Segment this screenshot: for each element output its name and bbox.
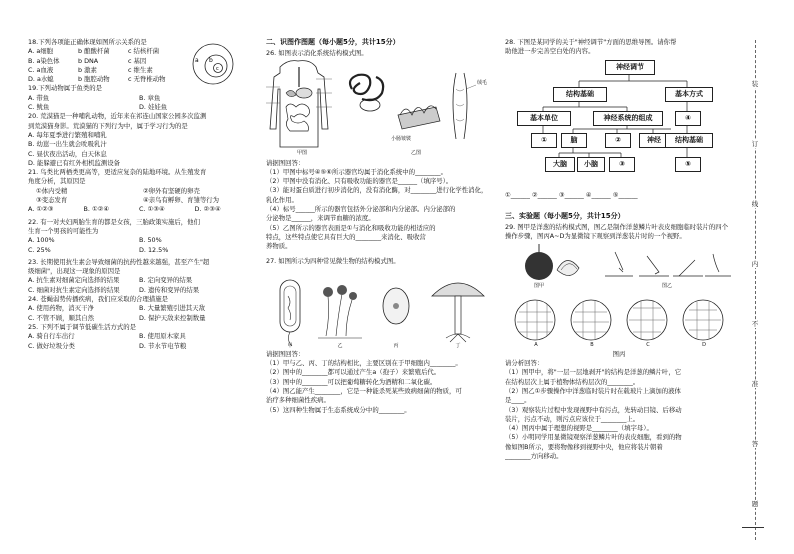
- intestine: [286, 104, 310, 131]
- view-label-c: C: [646, 341, 650, 348]
- microbes-figure: [266, 266, 494, 350]
- q25-option-b: B. 使用原木家具: [139, 332, 186, 341]
- q29-subquestion: 装片，污点不动，则污点应该位于________上。: [505, 414, 640, 423]
- q27-subquestion: （3）图中的________可以把葡萄糖转化为酒精和二氧化碳。: [266, 377, 437, 386]
- q18-stem: 18.下列各项能正确体现如图所示关系的是: [28, 38, 147, 46]
- bacterium-dna: [288, 296, 291, 320]
- q21-item-2: ②卵外有坚硬的卵壳: [143, 186, 200, 195]
- q18-a-2: b 酿酸杆菌: [78, 47, 110, 56]
- question-20: [28, 112, 250, 168]
- mushroom-stem: [455, 296, 461, 334]
- binding-dash: [755, 40, 756, 540]
- q24-option-d: D. 保护天敌来控制数量: [139, 313, 206, 322]
- q18-a-3: c 结核杆菌: [128, 47, 160, 56]
- q19-stem: 19.下列动物属于鱼类的是: [28, 84, 103, 93]
- q24-stem: 24. 苍蝇弱势传播疾病，我们应采取的合理措施是: [28, 295, 169, 304]
- fold-block: [398, 107, 440, 129]
- q29-intro: 请分析回答：: [505, 359, 544, 368]
- q24-options-row1: [28, 304, 250, 313]
- q19-options-row2: [28, 103, 250, 112]
- column-left: [28, 38, 250, 351]
- node-blank-1: ①: [531, 133, 557, 148]
- q27-subquestion: （1）甲与乙、丙、丁的结构相比，主要区别在于甲细胞内________。: [266, 359, 462, 368]
- q26-subquestion: （4）标号______所示的器官包括外分泌部和内分泌部。内分泌部的: [266, 205, 456, 214]
- view-label-a: A: [534, 341, 538, 348]
- section-title-3: 三、实验题（每小题5分，共计15分）: [505, 211, 625, 220]
- label-a: a: [195, 57, 199, 64]
- node-blank-4: ④: [675, 111, 701, 126]
- binder-char: 题: [751, 500, 759, 508]
- q21-line: 21. 鸟类比两栖类更高等，更适应复杂的陆地环境。从生殖发育: [28, 168, 207, 177]
- node-mode: 基本方式: [665, 87, 713, 102]
- q18-option-c: [28, 66, 178, 75]
- q18-d-2: b 胞腔动物: [78, 75, 110, 84]
- q29-subquestion: （4）图丙中属于理想的视野是________（填字母）。: [505, 424, 653, 433]
- q18-c-1: C. a血液: [28, 65, 54, 74]
- binder-char: 订: [751, 140, 759, 148]
- question-18: [28, 38, 250, 84]
- q27-subquestion: （4）图乙能产生________，它是一种能杀死某些致病细菌的物质，可: [266, 387, 462, 396]
- q19-option-a: A. 带鱼: [28, 93, 50, 102]
- q26-subquestion: 养物质。: [266, 242, 292, 251]
- step-dropper: [605, 252, 633, 276]
- label-b: b: [209, 57, 213, 64]
- q23-options-row2: [28, 286, 250, 295]
- q29-subquestion: 在结构层次上属于植物体结构层次的________。: [505, 377, 640, 386]
- node-root: 神经调节: [605, 60, 655, 75]
- q23-line: 23. 长期使用抗生素会导致细菌的抗药性越来越强，甚至产生"超: [28, 257, 210, 266]
- binder-char: 准: [751, 380, 759, 388]
- nested-circles-figure: [188, 42, 238, 86]
- binder-char: 内: [751, 260, 759, 268]
- view-a: [515, 300, 555, 340]
- q27-stem: 27. 如图所示为四种常见微生物的结构模式图。: [266, 256, 400, 265]
- q22-option-c: C. 25%: [28, 245, 51, 254]
- q21-items-row2: [28, 196, 250, 205]
- mushroom-cap: [432, 283, 484, 296]
- view-label-d: D: [702, 341, 706, 348]
- node-blank-5: ⑤: [675, 157, 701, 172]
- q18-c-3: c 维生素: [128, 65, 153, 74]
- q21-item-1: ①体内受精: [36, 186, 68, 195]
- node-brain: 脑: [561, 133, 587, 148]
- binder-char: 装: [751, 80, 759, 88]
- q29-subquestion: （1）图甲中，将"一层一层地剥开"的结构是洋葱的鳞片叶，它: [505, 368, 682, 377]
- q26-subquestion: 特点，这些特点使它具有巨大的________来消化、吸收营: [266, 232, 426, 241]
- q20-line: 到荒漠猫身影。荒漠猫的下列行为中，属于学习行为的是: [28, 121, 188, 130]
- mold-sporangium: [337, 285, 347, 295]
- node-basis: 结构基础: [665, 133, 713, 148]
- q23-option-c: C. 细菌对抗生素定向选择的结果: [28, 285, 120, 294]
- digestive-system-figure: [266, 59, 494, 159]
- q20-option-c: C. 昼伏夜出活动，白天休息: [28, 149, 107, 158]
- digestive-illustration: [266, 59, 494, 159]
- stomach: [296, 88, 312, 98]
- q18-d-1: D. a水螅: [28, 75, 54, 84]
- node-blank-2: ②: [605, 133, 631, 148]
- q21-item-4: ④亲鸟有孵卵、育雏等行为: [143, 196, 220, 205]
- node-blank-3: ③: [609, 157, 635, 172]
- binder-char: 答: [751, 440, 759, 448]
- q18-c-2: b 激素: [78, 65, 97, 74]
- fig-label-jia: 图甲: [533, 282, 544, 289]
- page-number-line: [742, 527, 764, 528]
- q24-option-b: B. 大量繁殖引进其天敌: [139, 304, 205, 313]
- fig-label-ding: 丁: [455, 342, 461, 349]
- onion-illustration: [505, 242, 733, 350]
- q22-option-b: B. 50%: [139, 236, 162, 245]
- q28-line: 助他进一步完善空白处的内容。: [505, 47, 595, 56]
- q26-subquestion: 乳化作用。: [266, 195, 298, 204]
- q22-options-row1: [28, 236, 250, 245]
- mushroom-hyphae: [446, 334, 470, 342]
- onion-experiment-figure: [505, 242, 733, 350]
- q29-subquestion: （5）小明同学用显微镜观察洋葱鳞片叶的表皮细胞，看到的物: [505, 433, 682, 442]
- q18-option-d: [28, 75, 178, 84]
- label-c: c: [216, 66, 219, 72]
- fig-label-jia: 甲图: [296, 149, 307, 156]
- step-coverslip: [673, 260, 703, 276]
- q20-line: 20. 荒漠猫是一种哺乳动物，近年来在祁连山国家公园多次监测: [28, 112, 207, 121]
- q29-subquestion: （3）观察装片过程中发现视野中有污点，先转动目镜、后移动: [505, 405, 682, 414]
- q22-line: 生育一个男孩的可能性为: [28, 226, 99, 235]
- q26-subquestion: （1）甲图中标号④⑤⑥所示器官均属于消化系统中的________。: [266, 167, 448, 176]
- fig-label-yi: 图乙: [661, 282, 672, 289]
- mind-map: [505, 57, 733, 191]
- q21-option-b: B. ①②④: [83, 205, 110, 214]
- q28-answer-line: ①______ ②______ ③______ ④______ ⑤______: [505, 190, 638, 199]
- q23-line: 级细菌"，出现这一现象的原因是: [28, 267, 121, 276]
- q18-option-a: [28, 47, 178, 56]
- q24-options-row2: [28, 314, 250, 323]
- liver: [286, 90, 296, 96]
- microbes-illustration: [266, 266, 494, 350]
- q19-options-row1: [28, 94, 250, 103]
- q20-option-b: B. 幼崽一出生就会吮吸乳汁: [28, 140, 107, 149]
- question-22: [28, 218, 250, 255]
- column-middle: [266, 38, 494, 415]
- fig-label-villi: 小肠皱襞: [390, 135, 411, 142]
- q19-option-c: C. 鱿鱼: [28, 103, 50, 112]
- binding-line: [748, 40, 762, 540]
- q25-options-row1: [28, 332, 250, 341]
- view-label-b: B: [590, 341, 594, 348]
- question-19: [28, 84, 250, 112]
- q23-option-b: B. 定向变异的结果: [139, 276, 193, 285]
- q25-option-d: D. 节水节电节粮: [139, 341, 187, 350]
- q27-subquestion: （5）这四种生物属于生态系统成分中的________。: [266, 405, 411, 414]
- q24-option-c: C. 不管不顾，顺其自然: [28, 313, 95, 322]
- bacterium: [280, 280, 300, 332]
- q21-option-a: A. ①②③: [28, 205, 54, 214]
- q25-option-a: A. 骑自行车出行: [28, 332, 75, 341]
- q18-b-1: B. a染色体: [28, 56, 60, 65]
- q18-option-b: [28, 57, 178, 66]
- node-unit: 基本单位: [517, 111, 571, 126]
- q26-subquestion: （2）甲图中没有消化、只有吸收功能的器官是______（填序号）。: [266, 177, 453, 186]
- small-intestine: [350, 74, 383, 99]
- q25-options-row2: [28, 342, 250, 351]
- node-cerebellum: 小脑: [577, 157, 605, 172]
- q21-option-d: D. ②③④: [194, 205, 221, 214]
- q29-line: 操作步骤，图丙A~D为显微镜下观察到洋葱装片时的一个视野。: [505, 232, 686, 241]
- q26-intro: 请据图回答：: [266, 158, 305, 167]
- q29-subquestion: ________方向移动。: [505, 452, 563, 461]
- mold-sporangium: [349, 292, 357, 300]
- q28-line: 28. 下图是某同学的关于"神经调节"方面的思维导图。请你帮: [505, 38, 677, 46]
- mold-hyphae: [326, 294, 352, 336]
- question-21: [28, 168, 250, 214]
- step-tweezers: [639, 256, 669, 276]
- q29-subquestion: 像如图B所示，要将物像移到视野中央，他应将装片朝着: [505, 442, 663, 451]
- q26-subquestion: （5）乙图所示的器官表面是①与消化和吸收功能的相适应的: [266, 223, 436, 232]
- q25-stem: 25. 下列不属于调节低碳生活方式的是: [28, 322, 137, 331]
- q29-subquestion: 是____。: [505, 396, 531, 405]
- onion-bulb: [525, 252, 553, 280]
- q19-option-b: B. 章鱼: [139, 93, 161, 102]
- binder-char: 不: [751, 320, 759, 328]
- q22-line: 22. 有一对夫妇两胎生育的都是女孩，三胎政策实施后，他们: [28, 217, 200, 226]
- question-24: [28, 295, 250, 323]
- q18-a-1: A. a细胞: [28, 47, 54, 56]
- q18-b-3: c 基因: [128, 56, 147, 65]
- fig-label-bing: 图丙: [612, 349, 626, 358]
- fig-label-yi: 乙: [337, 342, 343, 349]
- fig-label-jia: 甲: [287, 342, 293, 349]
- mold-sporangium: [323, 287, 333, 297]
- binder-char: 线: [751, 200, 759, 208]
- q22-options-row2: [28, 246, 250, 255]
- node-cerebrum: 大脑: [545, 157, 575, 172]
- fig-label-bing: 丙: [393, 342, 399, 349]
- question-23: [28, 258, 250, 295]
- section-title-2: 二、识图作图题（每小题5分，共计15分）: [266, 38, 400, 46]
- villus-detail: [456, 89, 464, 121]
- q21-item-3: ③变态发育: [36, 196, 68, 205]
- q25-option-c: C. 做好垃圾分类: [28, 341, 75, 350]
- connector: [579, 73, 687, 87]
- q24-option-a: A. 使用药物，消灭干净: [28, 304, 94, 313]
- q29-line: 29. 图甲是洋葱的结构模式图，图乙是制作洋葱鳞片叶表皮细胞临时装片的四个: [505, 223, 729, 232]
- node-struct: 结构基础: [553, 87, 607, 102]
- q22-option-d: D. 12.5%: [139, 245, 169, 254]
- question-25: [28, 323, 250, 351]
- fig-label-yi: 乙图: [410, 149, 421, 156]
- q26-stem: 26. 如图表示消化系统结构模式图。: [266, 49, 368, 58]
- column-right: [505, 38, 733, 461]
- yeast-nucleus: [393, 303, 399, 309]
- q21-option-c: C. ①③④: [139, 205, 165, 214]
- q27-subquestion: 治疗多种细菌性疾病。: [266, 396, 330, 405]
- q21-line: 角度分析，其原因是: [28, 177, 86, 186]
- q27-intro: 请据图回答：: [266, 349, 305, 358]
- q23-options-row1: [28, 276, 250, 285]
- q27-subquestion: （2）图中的________都可以通过产生a（孢子）来繁殖后代。: [266, 368, 441, 377]
- onion-scale: [557, 260, 579, 275]
- q19-option-d: D. 娃娃鱼: [139, 103, 168, 112]
- q29-subquestion: （2）图乙①步骤操作中洋葱临时装片时在载玻片上滴加的液体: [505, 386, 681, 395]
- q22-option-a: A. 100%: [28, 236, 55, 245]
- q20-option-d: D. 能躲避已有红外相机监测设备: [28, 158, 121, 167]
- q21-items-row1: [28, 187, 250, 196]
- node-nerve: 神经: [639, 133, 669, 148]
- q20-option-a: A. 每年夏季进行繁殖和哺乳: [28, 130, 107, 139]
- q18-b-2: b DNA: [78, 56, 99, 65]
- q23-option-a: A. 抗生素对细菌定向选择的结果: [28, 276, 120, 285]
- q18-d-3: c 无脊椎动物: [128, 75, 166, 84]
- q21-options: [28, 205, 250, 214]
- node-composition: 神经系统的组成: [593, 111, 663, 126]
- q23-option-d: D. 遗传和变异的结果: [139, 285, 200, 294]
- step-stain: [705, 254, 731, 276]
- q26-subquestion: （3）能对蛋白质进行初步消化的，没有消化酶，对________进行化学性消化，: [266, 186, 488, 195]
- view-b: [571, 300, 611, 340]
- fig-label-rongmao: 绒毛: [476, 79, 487, 86]
- q26-subquestion: 分泌物是______，来调节血糖的浓度。: [266, 214, 375, 223]
